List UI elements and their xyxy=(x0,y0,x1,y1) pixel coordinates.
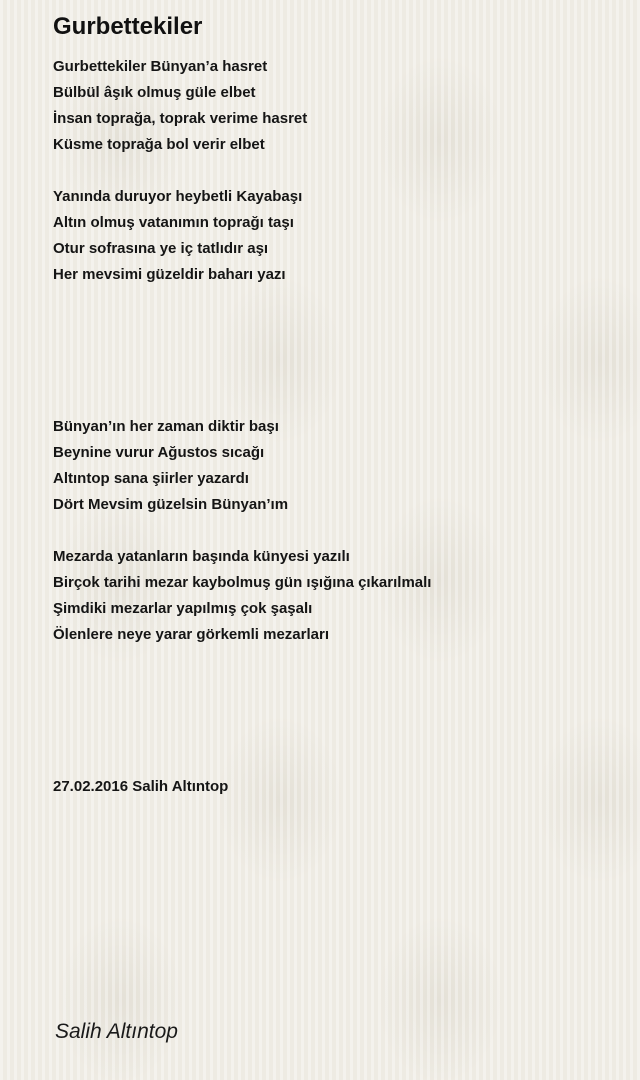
poem-line: Beynine vurur Ağustos sıcağı xyxy=(53,444,265,461)
poem-line: Her mevsimi güzeldir baharı yazı xyxy=(53,266,286,283)
stanza-gap xyxy=(53,518,613,544)
poem-line: İnsan toprağa, toprak verime hasret xyxy=(53,110,308,127)
poem-line: Küsme toprağa bol verir elbet xyxy=(53,136,265,153)
stanza-gap xyxy=(53,158,613,184)
poem-line: Bülbül âşık olmuş güle elbet xyxy=(53,84,256,101)
poem-line: Yanında duruyor heybetli Kayabaşı xyxy=(53,188,303,205)
poem-line: Şimdiki mezarlar yapılmış çok şaşalı xyxy=(53,600,313,617)
poem-line: Altıntop sana şiirler yazardı xyxy=(53,470,249,487)
stanza-4 xyxy=(53,544,613,648)
poem-title: Gurbettekiler xyxy=(53,13,203,40)
stanza-2 xyxy=(53,184,613,288)
poem-line: Mezarda yatanların başında künyesi yazılı xyxy=(53,548,350,565)
stanza-1 xyxy=(53,54,613,158)
poem-line: Gurbettekiler Bünyan’a hasret xyxy=(53,58,268,75)
poem-line: Ölenlere neye yarar görkemli mezarları xyxy=(53,626,329,643)
poem-line: Otur sofrasına ye iç tatlıdır aşı xyxy=(53,240,269,257)
poem-body xyxy=(53,54,613,800)
poem-line: Dört Mevsim güzelsin Bünyan’ım xyxy=(53,496,289,513)
poet-signature: Salih Altıntop xyxy=(55,1020,178,1043)
poem-line: Altın olmuş vatanımın toprağı taşı xyxy=(53,214,294,231)
stanza-gap xyxy=(53,288,613,414)
poem-line: Birçok tarihi mezar kaybolmuş gün ışığına çıkarılmalı xyxy=(53,574,432,591)
poem-line: Bünyan’ın her zaman diktir başı xyxy=(53,418,279,435)
stanza-gap xyxy=(53,648,613,774)
stanza-3 xyxy=(53,414,613,518)
poem-date-author: 27.02.2016 Salih Altıntop xyxy=(53,778,229,795)
